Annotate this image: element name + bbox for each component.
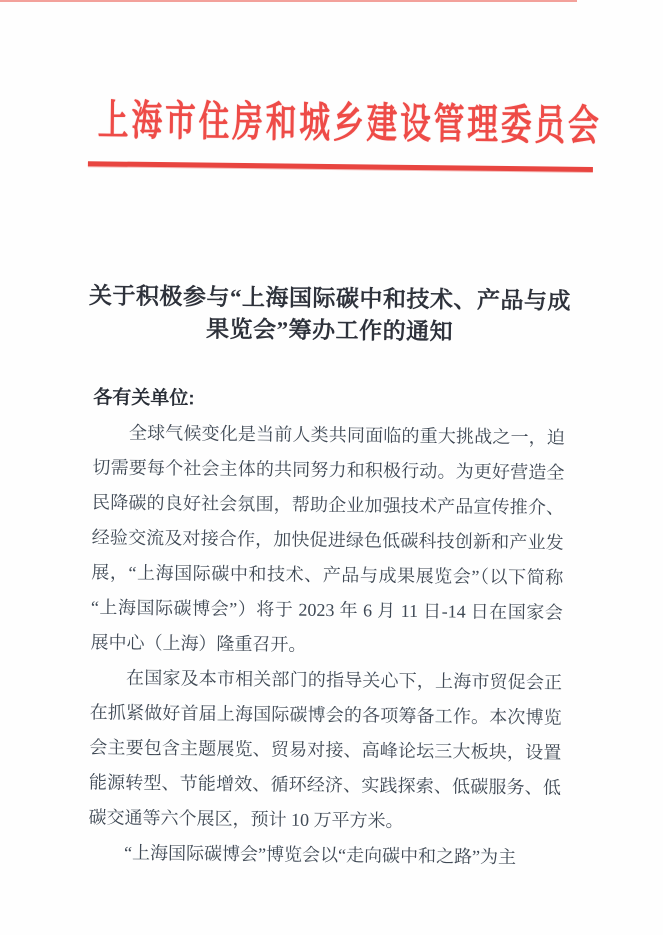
body-line: 展中心（上海）隆重召开。 bbox=[90, 632, 307, 655]
red-separator-rule bbox=[88, 161, 593, 172]
document-title bbox=[0, 279, 662, 351]
body-line: 在抓紧做好首届上海国际碳博会的各项筹备工作。本次博览 bbox=[89, 702, 562, 728]
body-line: 在国家及本市相关部门的指导关心下，上海市贸促会正 bbox=[126, 667, 563, 693]
title-line-1: 关于积极参与“上海国际碳中和技术、产品与成 bbox=[88, 283, 572, 314]
document-body bbox=[88, 380, 566, 875]
title-line-2: 果览会”筹办工作的通知 bbox=[205, 316, 454, 345]
body-line: 全球气候变化是当前人类共同面临的重大挑战之一，迫 bbox=[128, 422, 565, 448]
body-line: 会主要包含主题展览、贸易对接、高峰论坛三大板块，设置 bbox=[89, 737, 562, 763]
body-line: “上海国际碳博会”博览会以“走向碳中和之路”为主 bbox=[124, 842, 517, 868]
body-line: 经验交流及对接合作，加快促进绿色低碳科技创新和产业发 bbox=[91, 527, 564, 553]
body-line: 民降碳的良好社会氛围，帮助企业加强技术产品宣传推介、 bbox=[91, 492, 565, 518]
body-line: 碳交通等六个展区，预计 10 万平方米。 bbox=[88, 807, 404, 831]
org-name-header: 上海市住房和城乡建设管理委员会 bbox=[97, 98, 602, 151]
body-line: 切需要每个社会主体的共同努力和积极行动。为更好营造全 bbox=[92, 457, 565, 483]
body-line: “上海国际碳博会”）将于 2023 年 6 月 11 日-14 日在国家会 bbox=[90, 597, 563, 623]
body-line: 能源转型、节能增效、循环经济、实践探索、低碳服务、低 bbox=[88, 772, 562, 798]
salutation: 各有关单位: bbox=[93, 387, 195, 410]
body-line: 展，“上海国际碳中和技术、产品与成果展览会”（以下简称 bbox=[91, 562, 564, 588]
